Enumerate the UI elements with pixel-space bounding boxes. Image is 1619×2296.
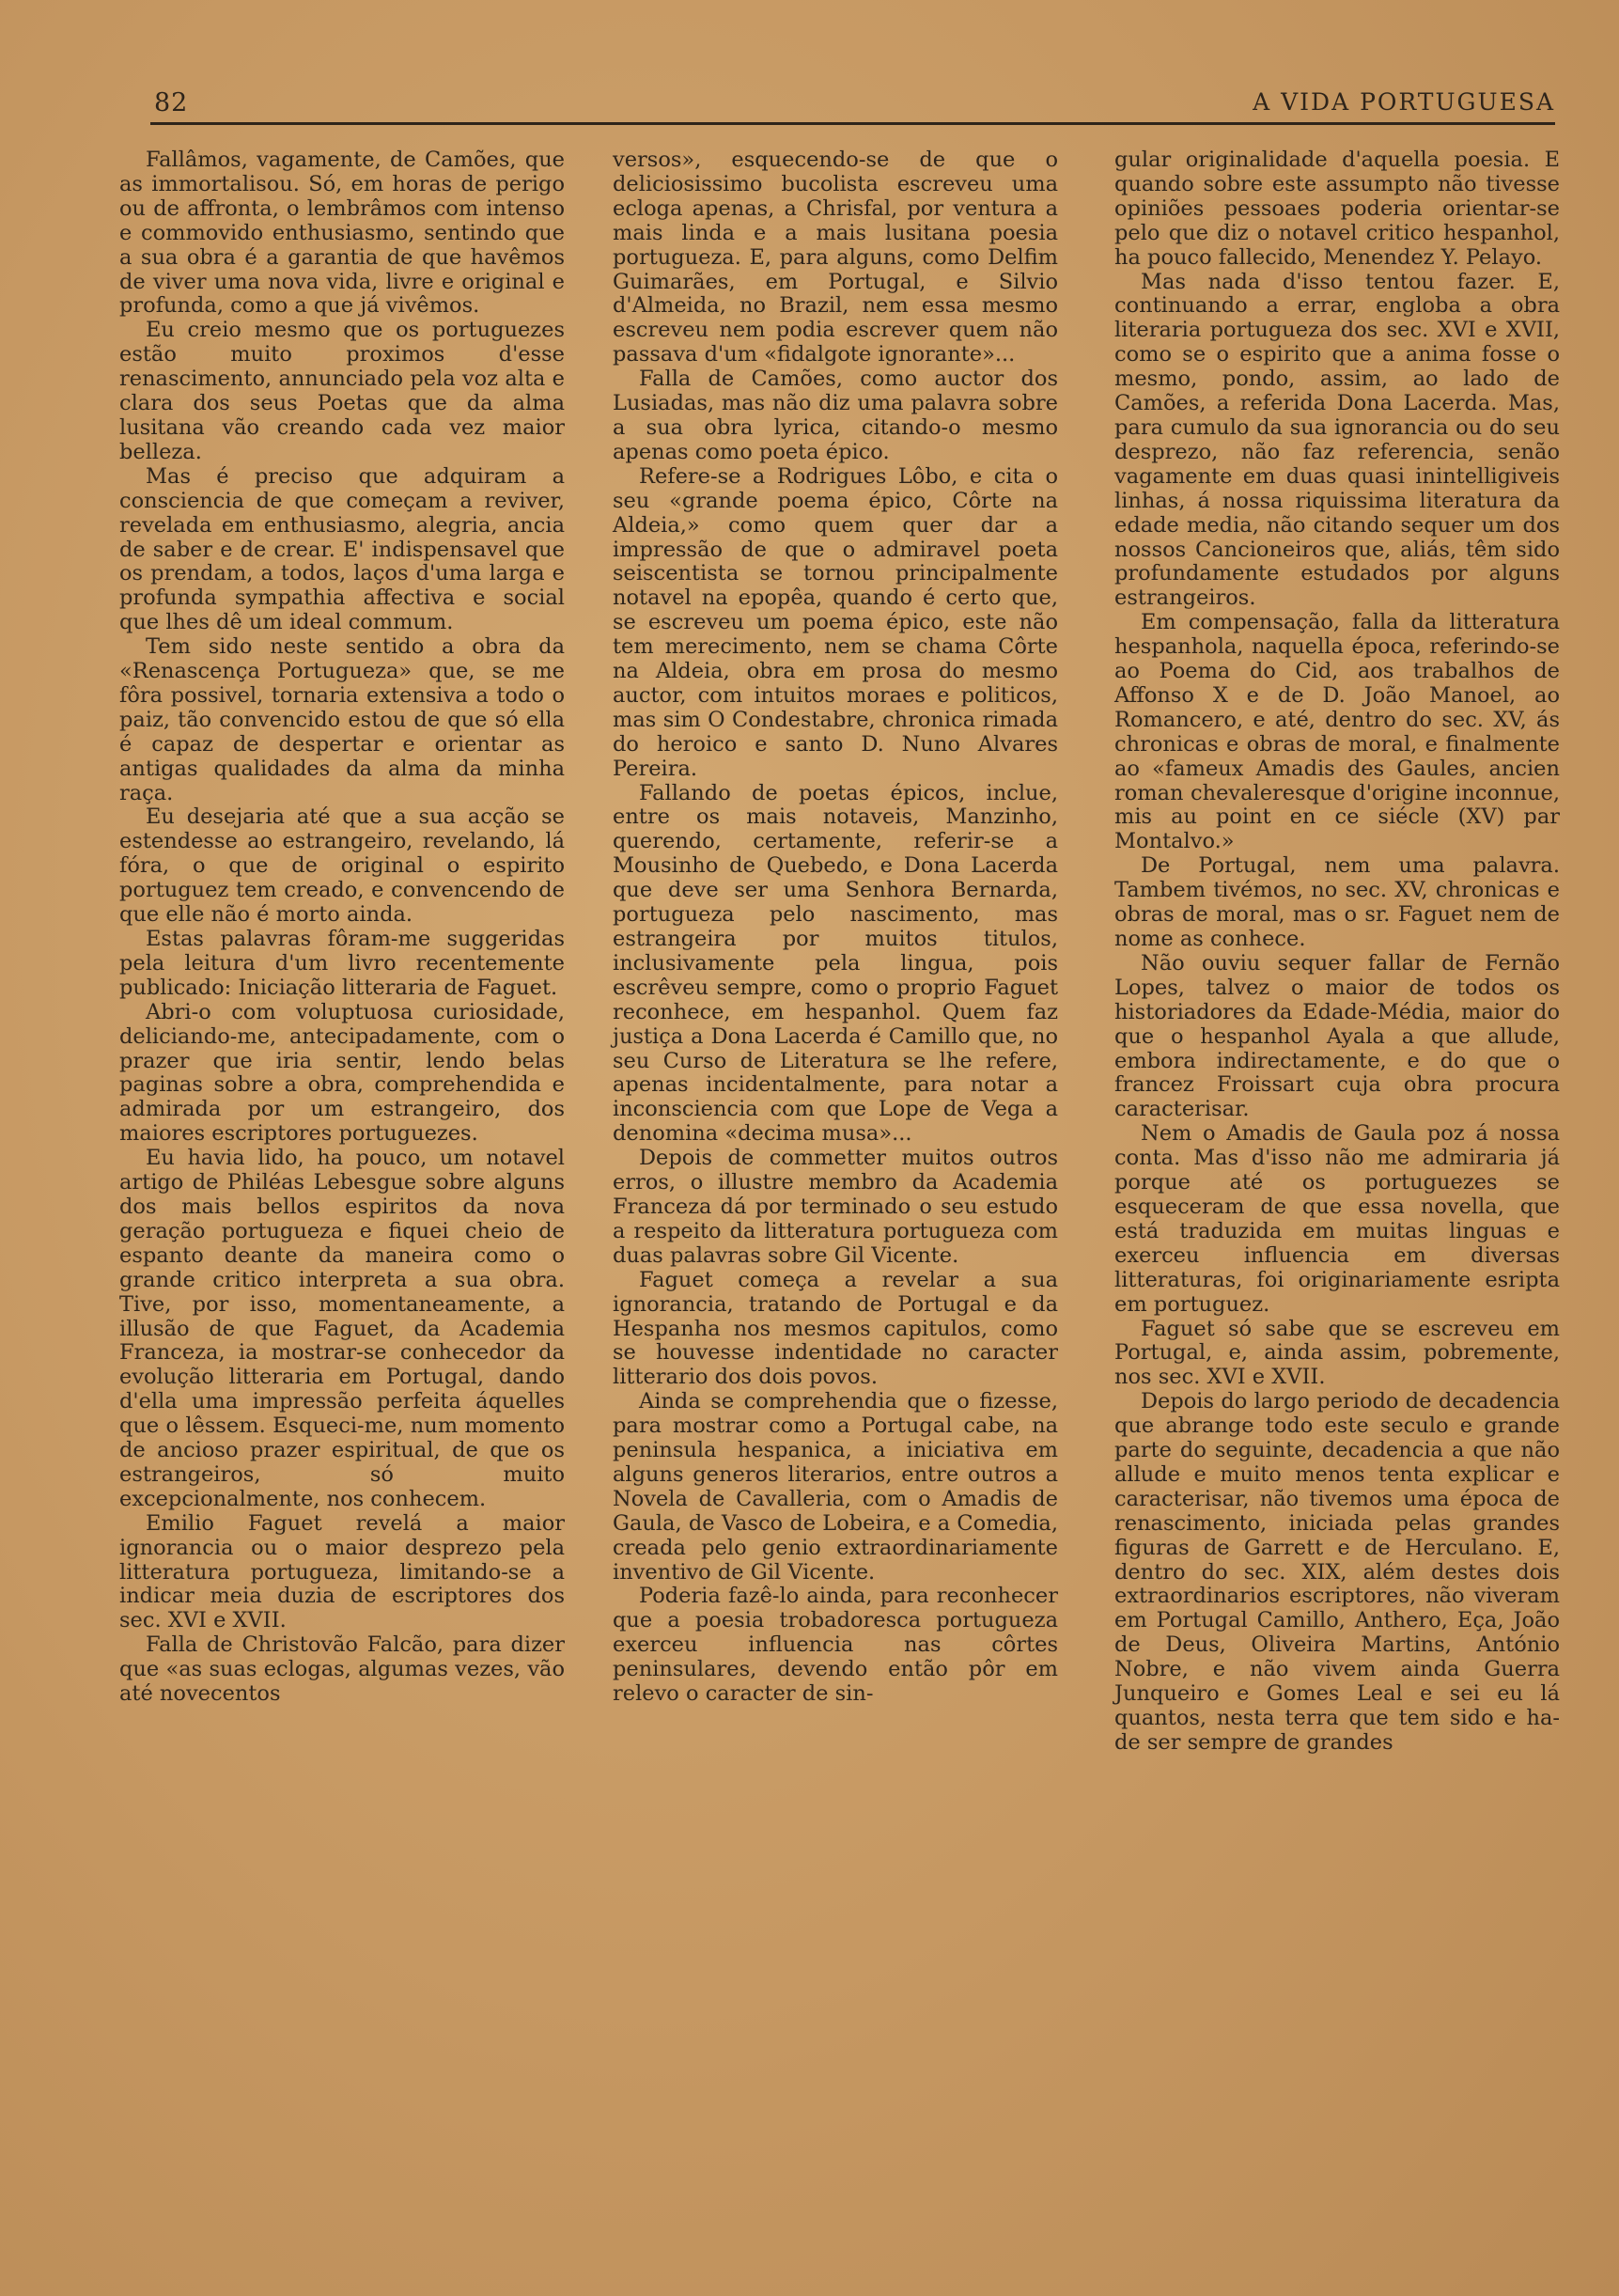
paragraph: Tem sido neste sentido a obra da «Renascença Portugueza» que, se me fôra possivel, tornaria extensiva a todo o paiz, tão convencido estou de que só ella é capaz de despertar e orientar as antigas qualidades da alma da minha raça. (119, 634, 565, 805)
paragraph: Depois do largo periodo de decadencia que abrange todo este seculo e grande parte do seguinte, decadencia a que não allude e muito menos tenta explicar e caracterisar, não tivemos uma época de renascimento, iniciada pelas grandes figuras de Garrett e de Herculano. E, dentro do sec. XIX, além destes dois extraordinarios escriptores, não viveram em Portugal Camillo, Anthero, Eça, João de Deus, Oliveira Martins, António Nobre, e não vivem ainda Guerra Junqueiro e Gomes Leal e sei eu lá quantos, nesta terra que tem sido e ha-de ser sempre de grandes (1114, 1389, 1560, 1755)
paragraph: Em compensação, falla da litteratura hespanhola, naquella época, referindo-se ao Poema do Cid, aos trabalhos de Affonso X e de D. João Manoel, ao Romancero, e até, dentro do sec. XV, ás chronicas e obras de moral, e finalmente ao «fameux Amadis des Gaules, ancien roman chevaleresque d'origine inconnue, mis au point en ce siécle (XV) par Montalvo.» (1114, 610, 1560, 854)
paragraph: Abri-o com voluptuosa curiosidade, deliciando-me, antecipadamente, com o prazer que iria sentir, lendo belas paginas sobre a obra, comprehendida e admirada por um estrangeiro, dos maiores escriptores portuguezes. (119, 999, 565, 1147)
text-column-3 (1114, 148, 1560, 1756)
header-rule (150, 122, 1555, 125)
paragraph: versos», esquecendo-se de que o deliciosissimo bucolista escreveu uma ecloga apenas, a Chrisfal, por ventura a mais linda e a mais lusitana poesia portugueza. E, para alguns, como Delfim Guimarães, em Portugal, e Silvio d'Almeida, no Brazil, nem essa mesmo escreveu nem podia escrever quem não passava d'um «fidalgote ignorante»... (613, 148, 1058, 367)
paragraph: De Portugal, nem uma palavra. Tambem tivémos, no sec. XV, chronicas e obras de moral, mas o sr. Faguet nem de nome as conhece. (1114, 853, 1560, 951)
paragraph: Ainda se comprehendia que o fizesse, para mostrar como a Portugal cabe, na peninsula hespanica, a iniciativa em alguns generos literarios, entre outros a Novela de Cavalleria, com o Amadis de Gaula, de Vasco de Lobeira, e a Comedia, creada pelo genio extraordinariamente inventivo de Gil Vicente. (613, 1389, 1058, 1585)
paragraph: gular originalidade d'aquella poesia. E quando sobre este assumpto não tivesse opiniões pessoaes poderia orientar-se pelo que diz o notavel critico hespanhol, ha pouco fallecido, Menendez Y. Pelayo. (1114, 148, 1560, 270)
paragraph: Eu desejaria até que a sua acção se estendesse ao estrangeiro, revelando, lá fóra, o que de original o espirito portuguez tem creado, e convencendo de que elle não é morto ainda. (119, 804, 565, 928)
text-column-1 (119, 148, 565, 1707)
paragraph: Mas nada d'isso tentou fazer. E, continuando a errar, engloba a obra literaria portugueza dos sec. XVI e XVII, como se o espirito que a anima fosse o mesmo, pondo, assim, ao lado de Camões, a referida Dona Lacerda. Mas, para cumulo da sua ignorancia ou do seu desprezo, não faz referencia, senão vagamente em duas quasi inintelligiveis linhas, á nossa riquissima literatura da edade media, não citando sequer um dos nossos Cancioneiros que, aliás, têm sido profundamente estudados por alguns estrangeiros. (1114, 269, 1560, 611)
paragraph: Não ouviu sequer fallar de Fernão Lopes, talvez o maior de todos os historiadores da Edade-Média, maior do que o hespanhol Ayala a que allude, embora indirectamente, e do que o francez Froissart cuja obra procura caracterisar. (1114, 950, 1560, 1122)
paragraph: Falla de Christovão Falcão, para dizer que «as suas eclogas, algumas vezes, vão até novecentos (119, 1632, 565, 1707)
paragraph: Nem o Amadis de Gaula poz á nossa conta. Mas d'isso não me admiraria já porque até os portuguezes se esqueceram de que essa novella, que está traduzida em muitas linguas e exerceu influencia em diversas litteraturas, foi originariamente esripta em portuguez. (1114, 1121, 1560, 1317)
paragraph: Fallâmos, vagamente, de Camões, que as immortalisou. Só, em horas de perigo ou de affronta, o lembrâmos com intenso e commovido enthusiasmo, sentindo que a sua obra é a garantia de que havêmos de viver uma nova vida, livre e original e profunda, como a que já vivêmos. (119, 148, 565, 319)
paragraph: Faguet só sabe que se escreveu em Portugal, e, ainda assim, pobremente, nos sec. XVI e XVII. (1114, 1316, 1560, 1390)
paragraph: Faguet começa a revelar a sua ignorancia, tratando de Portugal e da Hespanha nos mesmos capitulos, como se houvesse indentidade no caracter litterario dos dois povos. (613, 1267, 1058, 1390)
paragraph: Eu havia lido, ha pouco, um notavel artigo de Philéas Lebesgue sobre alguns dos mais bellos espiritos da nova geração portugueza e fiquei cheio de espanto deante da maneira como o grande critico interpreta a sua obra. Tive, por isso, momentaneamente, a illusão de que Faguet, da Academia Franceza, ia mostrar-se conhecedor da evolução litteraria em Portugal, dando d'ella uma impressão perfeita áquelles que o lêssem. Esqueci-me, num momento de ancioso prazer espiritual, de que os estrangeiros, só muito excepcionalmente, nos conhecem. (119, 1146, 565, 1511)
paragraph: Mas é preciso que adquiram a consciencia de que começam a reviver, revelada em enthusiasmo, alegria, ancia de saber e de crear. E' indispensavel que os prendam, a todos, laços d'uma larga e profunda sympathia affectiva e social que lhes dê um ideal commum. (119, 463, 565, 635)
paragraph: Refere-se a Rodrigues Lôbo, e cita o seu «grande poema épico, Côrte na Aldeia,» como quem quer dar a impressão de que o admiravel poeta seiscentista se tornou principalmente notavel na epopêa, quando é certo que, se escreveu um poema épico, este não tem merecimento, nem se chama Côrte na Aldeia, obra em prosa do mesmo auctor, com intuitos moraes e politicos, mas sim O Condestabre, chronica rimada do heroico e santo D. Nuno Alvares Pereira. (613, 463, 1058, 781)
paragraph: Poderia fazê-lo ainda, para reconhecer que a poesia trobadoresca portugueza exerceu influencia nas côrtes peninsulares, devendo então pôr em relevo o caracter de sin- (613, 1584, 1058, 1707)
page-number: 82 (154, 88, 189, 117)
paragraph: Eu creio mesmo que os portuguezes estão muito proximos d'esse renascimento, annunciado pela voz alta e clara dos seus Poetas que da alma lusitana vão creando cada vez maior belleza. (119, 318, 565, 464)
paragraph: Depois de commetter muitos outros erros, o illustre membro da Academia Franceza dá por terminado o seu estudo a respeito da litteratura portugueza com duas palavras sobre Gil Vicente. (613, 1146, 1058, 1268)
page-header (150, 86, 1555, 124)
paragraph: Falla de Camões, como auctor dos Lusiadas, mas não diz uma palavra sobre a sua obra lyrica, citando-o mesmo apenas como poeta épico. (613, 367, 1058, 464)
text-column-2 (613, 148, 1058, 1707)
paragraph: Emilio Faguet revelá a maior ignorancia ou o maior desprezo pela litteratura portugueza, limitando-se a indicar meia duzia de escriptores dos sec. XVI e XVII. (119, 1510, 565, 1633)
running-title: A VIDA PORTUGUESA (1253, 88, 1555, 116)
paragraph: Estas palavras fôram-me suggeridas pela leitura d'um livro recentemente publicado: Iniciação litteraria de Faguet. (119, 927, 565, 1000)
paragraph: Fallando de poetas épicos, inclue, entre os mais notaveis, Manzinho, querendo, certamente, referir-se a Mousinho de Quebedo, e Dona Lacerda que deve ser uma Senhora Bernarda, portugueza pelo nascimento, mas estrangeira por muitos titulos, inclusivamente pela lingua, pois escrêveu sempre, como o proprio Faguet reconhece, em hespanhol. Quem faz justiça a Dona Lacerda é Camillo que, no seu Curso de Literatura se lhe refere, apenas incidentalmente, para notar a inconsciencia com que Lope de Vega a denomina «decima musa»... (613, 780, 1058, 1147)
